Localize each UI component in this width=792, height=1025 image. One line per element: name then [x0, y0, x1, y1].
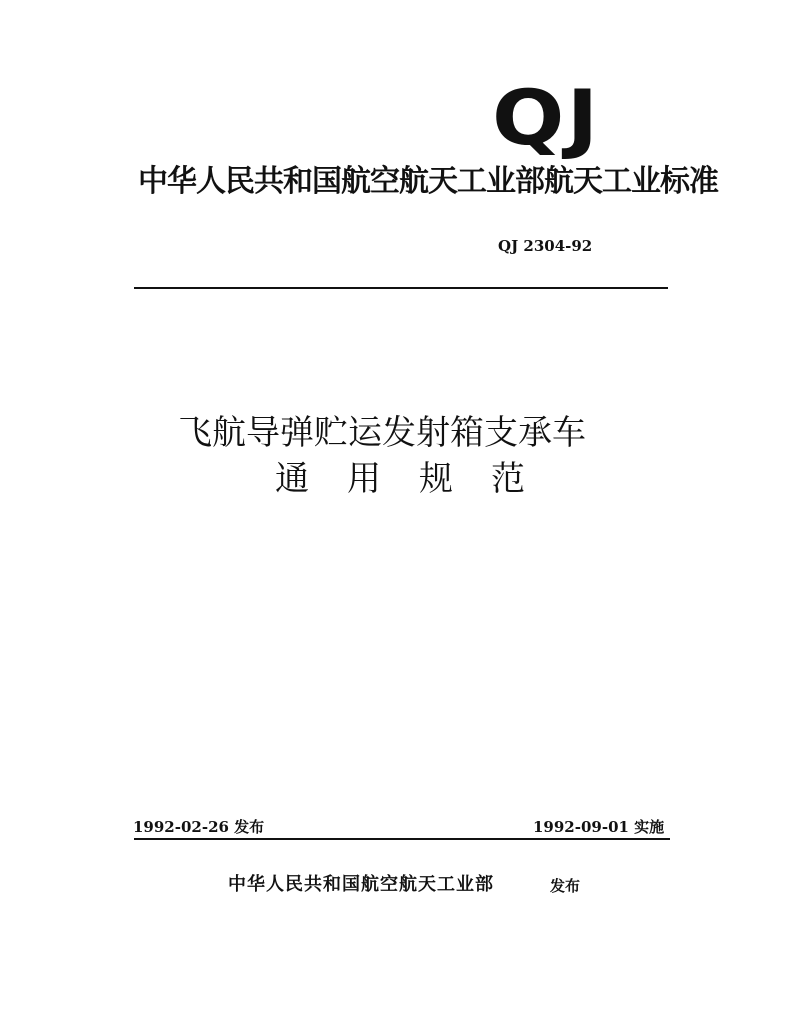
top-divider	[134, 287, 668, 289]
publish-label: 发布	[550, 877, 581, 895]
bottom-divider	[134, 838, 670, 840]
effective-date: 1992-09-01 实施	[533, 818, 665, 836]
standard-title: 中华人民共和国航空航天工业部航天工业标准	[138, 164, 718, 199]
document-title-line-2: 通用规范	[275, 459, 563, 499]
document-title-line-1: 飞航导弹贮运发射箱支承车	[178, 413, 586, 453]
standard-code: QJ 2304-92	[498, 237, 593, 255]
publisher-name: 中华人民共和国航空航天工业部	[228, 874, 494, 895]
issue-date: 1992-02-26 发布	[133, 818, 265, 836]
qj-logo: QJ	[492, 73, 601, 162]
